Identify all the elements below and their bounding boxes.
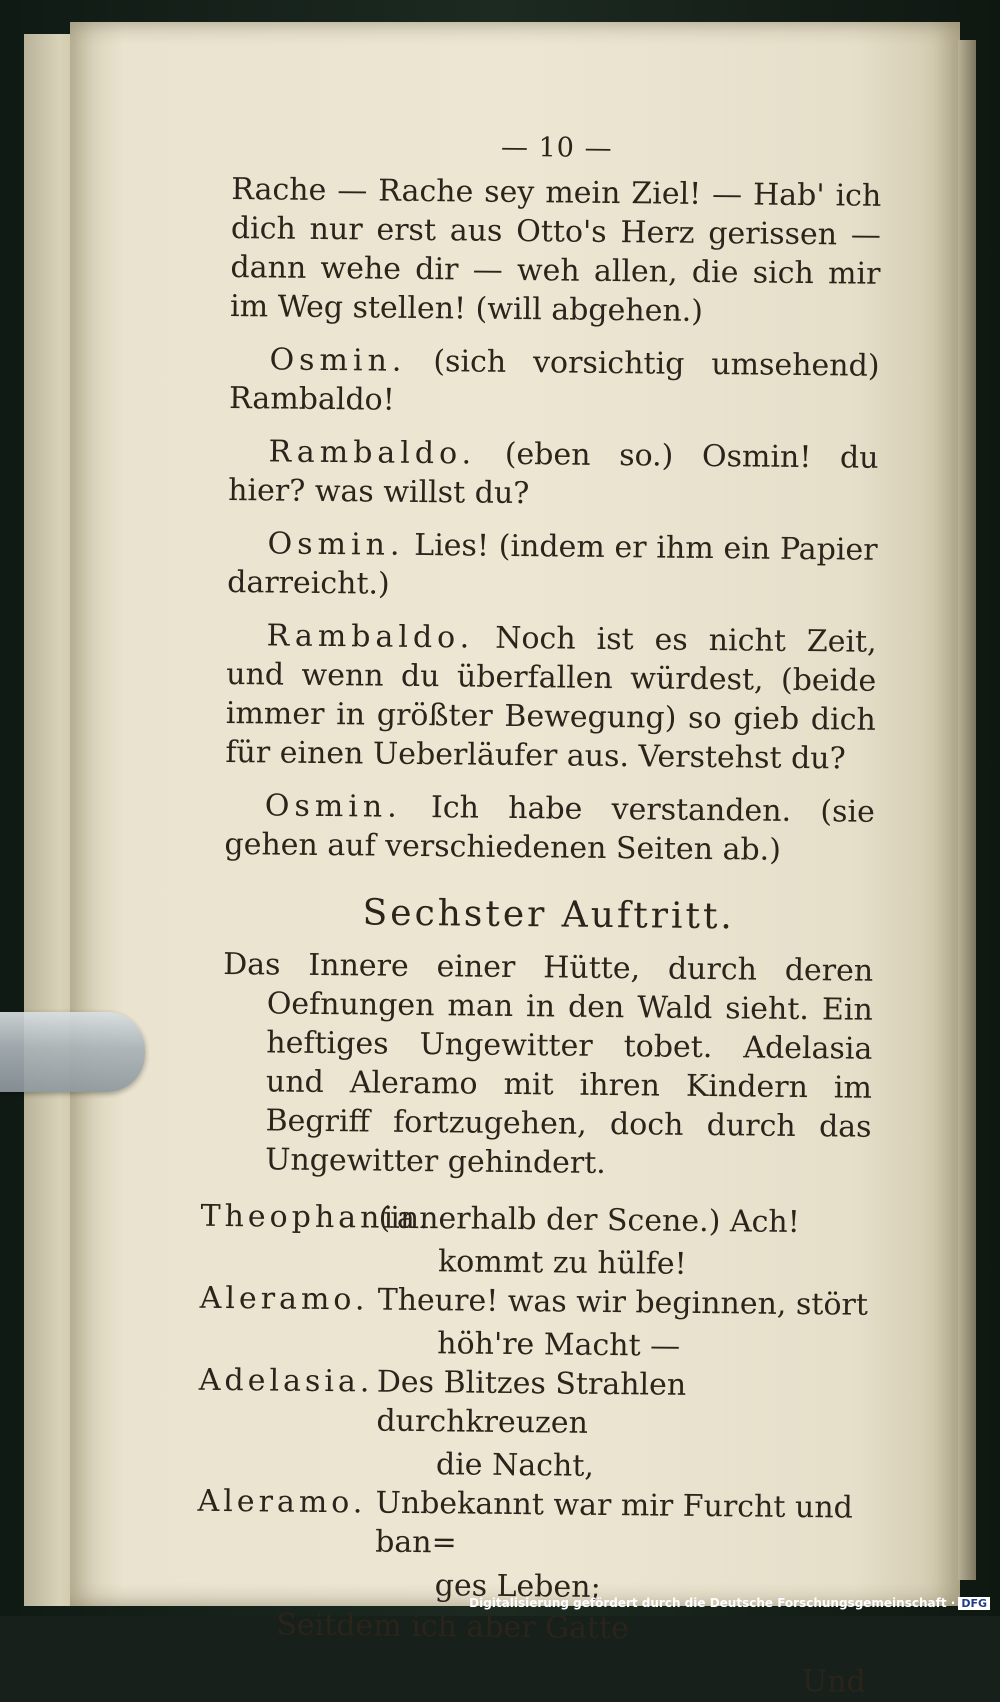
dfg-logo: DFG bbox=[958, 1597, 990, 1610]
verse-text: Des Blitzes Strahlen durchkreuzen bbox=[376, 1364, 687, 1441]
verse-continuation: höh're Macht — bbox=[437, 1326, 681, 1364]
dialogue-text: Ich habe verstanden. (sie gehen auf verschiedenen Seiten ab.) bbox=[224, 790, 876, 868]
dialogue-line bbox=[229, 340, 880, 425]
page-text bbox=[197, 125, 882, 1702]
dialogue-line bbox=[224, 786, 875, 871]
speaker-name: Rambaldo. bbox=[266, 618, 475, 656]
dialogue-text: (sich vorsichtig umsehend) Rambaldo! bbox=[228, 344, 880, 418]
dialogue-text: (eben so.) Osmin! du hier? was willst du? bbox=[227, 436, 879, 512]
credit-text: Digitalisierung gefördert durch die Deutsche Forschungsgemeinschaft · bbox=[469, 1596, 956, 1610]
stage-direction: Das Innere einer Hütte, durch deren Oefnungen man in den Wald sieht. Ein heftiges Ungewitter tobet. Adelasia und Aleramo mit ihren Kindern im Begriff fortzugehen, doch durch das Ungewitter gehindert. bbox=[223, 946, 874, 1181]
dialogue-line bbox=[225, 616, 877, 779]
speaker-name: Rambaldo. bbox=[268, 434, 477, 472]
monologue-paragraph: Rache — Rache sey mein Ziel! — Hab' ich dich nur erst aus Otto's Herz gerissen — dann wehe dir — weh allen, die sich mir im Weg stellen! (will abgehen.) bbox=[229, 171, 882, 329]
verse-speaker: Adelasia. bbox=[198, 1362, 374, 1400]
verse-continuation: ges Leben; bbox=[434, 1568, 601, 1605]
page-edge-right bbox=[958, 40, 976, 1580]
verse-speaker: Theophania. bbox=[200, 1198, 433, 1237]
scene-heading: Sechster Auftritt. bbox=[362, 892, 736, 938]
verse-last-line: Seitdem ich aber Gatte bbox=[276, 1607, 630, 1647]
catchword: Und bbox=[801, 1664, 866, 1700]
digitization-credit bbox=[469, 1596, 990, 1610]
verse-entry bbox=[200, 1197, 871, 1286]
dialogue-text: Noch ist es nicht Zeit, und wenn du überfallen würdest, (beide immer in größter Bewegung) so gieb dich für einen Ueberläufer aus. Verstehst du? bbox=[225, 620, 877, 777]
dialogue-text: Lies! (indem er ihm ein Papier darreicht.) bbox=[227, 527, 878, 602]
verse-text: (innerhalb der Scene.) Ach! bbox=[378, 1200, 800, 1241]
verse-entry bbox=[198, 1361, 869, 1489]
page-number: — 10 — bbox=[500, 131, 613, 164]
verse-speaker: Aleramo. bbox=[197, 1483, 367, 1521]
dialogue-line bbox=[227, 524, 878, 609]
verse-text: Theure! was wir beginnen, stört bbox=[377, 1282, 869, 1323]
verse-block bbox=[197, 1197, 871, 1651]
speaker-name: Osmin. bbox=[264, 788, 402, 825]
verse-entry bbox=[199, 1279, 870, 1368]
verse-text: Unbekannt war mir Furcht und ban= bbox=[374, 1485, 853, 1561]
verse-continuation: die Nacht, bbox=[435, 1447, 595, 1484]
dialogue-line bbox=[228, 432, 879, 517]
bookmark-clip bbox=[0, 1012, 145, 1092]
verse-speaker: Aleramo. bbox=[199, 1280, 369, 1318]
speaker-name: Osmin. bbox=[267, 526, 405, 563]
verse-continuation: kommt zu hülfe! bbox=[437, 1244, 687, 1282]
verse-entry bbox=[197, 1482, 868, 1610]
speaker-name: Osmin. bbox=[269, 342, 407, 379]
